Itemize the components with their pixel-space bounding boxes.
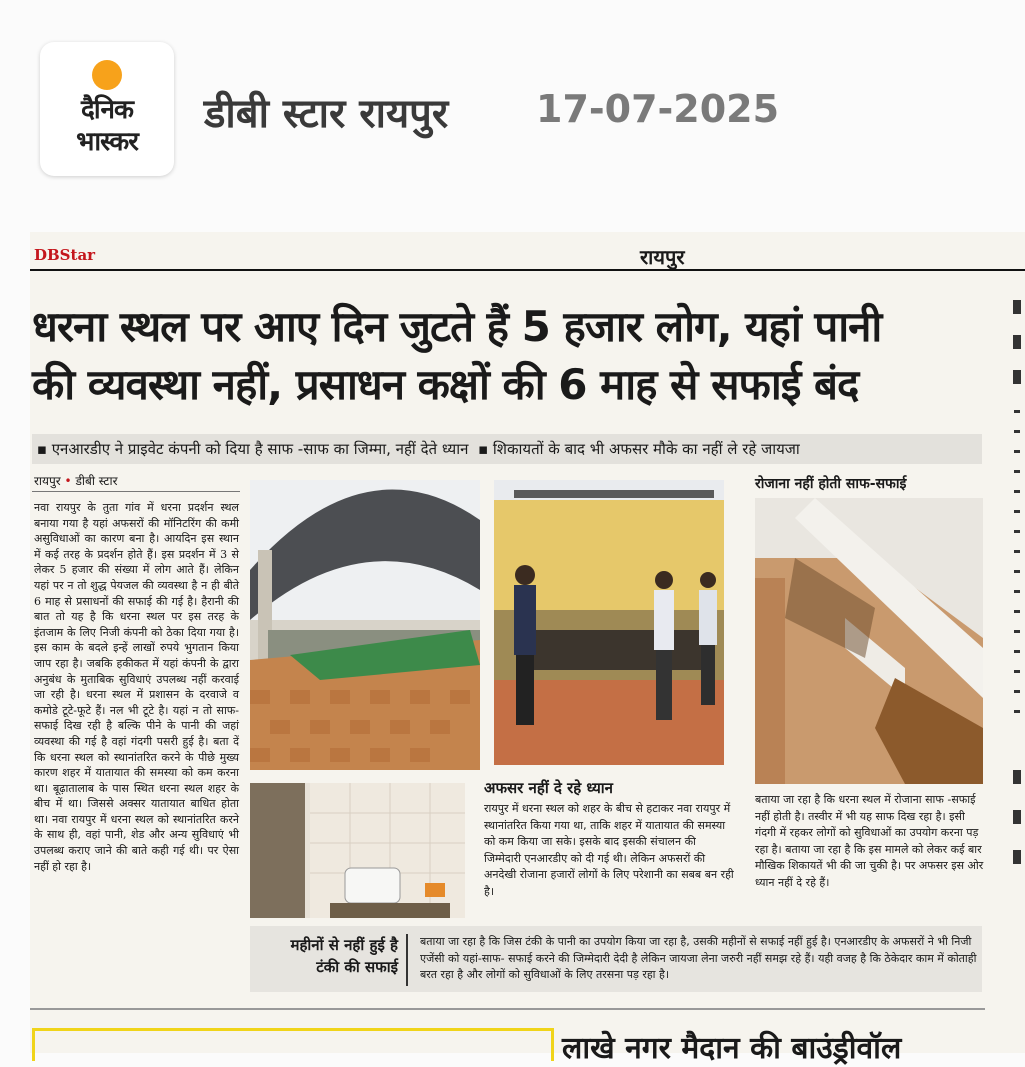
logo-text-line1: दैनिक [81,95,133,125]
article-body: नवा रायपुर के तुता गांव में धरना प्रदर्शन स्थल बनाया गया है यहां अफसरों की मॉनिटरिंग की कमी असुविधाओं का कारण बना है। आयदिन इस स्थान में कई तरह के प्रदर्शन होते हैं। इस प्रदर्शन में 3 से लेकर 5 हजार की संख्या में लोग आते हैं। लेकिन यहां पर न तो शुद्ध पेयजल की व्यवस्था है न ही बीते 6 माह से प्रसाधनों की सफाई की गई है। हैरानी की बात तो यह है कि धरना स्थल पर इस तरह के इंतजाम के लिए निजी कंपनी को ठेका दिया गया है। इस काम के बदले इन्हें लाखों रुपये भुगतान किया जाप रहा है। जबकि हकीकत में यहां कंपनी के द्वारा अनुबंध के मुताबिक सुविधाएं उपलब्ध नहीं करवाई जा रही है। धरना स्थल में प्रशासन के दरवाजे व कमोडे टूटे-फूटे हैं। नल भी टूटे है। यहां न तो साफ-सफाई दिख रही है बल्कि पीने के पानी की जहां व्यवस्था की गई है वहां गंदगी पसरी हुई है। बता दें कि धरना स्थल को स्थानांतरित करने के पीछे मुख्य कारण शहर में यातायात की समस्या को कम करना था। बूढ़ातालाब के पास स्थित धरना स्थल शहर के बीच में था। जिससे अक्सर यातायात बाधित होता था। नवा रायपुर में धरना स्थल को स्थानांतरित करने के साथ ही, वहां पानी, शेड और अन्य सुविधाएं भी उपलब्ध कराए जाने की बाते कही गई थी। पर ऐसा नहीं हो रहा है। [34,501,239,873]
adjacent-column-edge [1010,290,1025,1053]
byline-source: डीबी स्टार [75,474,118,488]
box-separator [406,934,408,986]
subhead-1: एनआरडीए ने प्राइवेट कंपनी को दिया है साफ -साफ का जिम्मा, नहीं देते ध्यान [51,440,469,458]
byline-place: रायपुर [34,474,61,488]
byline [34,472,117,489]
article-headline [32,298,992,414]
caption-middle-title: अफसर नहीं दे रहे ध्यान [484,779,613,797]
photo-dharna-shed [250,480,480,770]
next-story-headline: लाखे नगर मैदान की बाउंड्रीवॉल [562,1031,902,1066]
headline-line-2: की व्यवस्था नहीं, प्रसाधन कक्षों की 6 माह से सफाई बंद [32,360,859,409]
caption-right-text: बताया जा रहा है कि धरना स्थल में रोजाना साफ -सफाई नहीं होती है। तस्वीर में भी यह साफ दिख रहा है। इसी गंदगी में रहकर लोगों को सुविधाओं का उपयोग करना पड़ रहा है। बताया जा रहा है कि इस मामले को लेकर कई बार मौखिक शिकायतें भी की जा चुकी है। पर अफसर इस ओर ध्यान नहीं दे रहे हैं। [755,793,984,889]
edition-title: डीबी स्टार रायपुर [204,91,449,137]
caption-middle-text: रायपुर में धरना स्थल को शहर के बीच से हटाकर नवा रायपुर में स्थानांतरित किया गया था, ताकि शहर में यातायात की समस्या को कम किया जा सके। इसके बाद इसकी संचालन की जिम्मेदारी एनआरडीए को दी गई थी। लेकिन अफसरों की अनदेखी रोजाना हजारों लोगों के लिए परेशानी का सबब बन रही है। [484,802,734,898]
bullet-icon: ▪ [473,440,493,458]
next-story-box [32,1028,554,1061]
subhead-2: शिकायतों के बाद भी अफसर मौके का नहीं ले रहे जायजा [492,440,800,458]
logo-text-line2: भास्कर [76,127,138,157]
page-city: रायपुर [640,245,685,269]
tank-box-title-line1: महीनों से नहीं हुई है [290,936,398,954]
headline-line-1: धरना स्थल पर आए दिन जुटते हैं 5 हजार लोग, यहां पानी [32,302,882,351]
photo-broken-commode [250,783,465,918]
edition-date: 17-07-2025 [536,87,780,131]
sun-logo-icon [92,60,122,90]
photo-water-tank [494,480,724,765]
byline-dot-icon: • [64,474,72,488]
subhead-bar [32,434,982,464]
tank-box-text: बताया जा रहा है कि जिस टंकी के पानी का उपयोग किया जा रहा है, उसकी महीनों से सफाई नहीं हुई है। एनआरडीए के अफसरों ने भी निजी एजेंसी को यहां-साफ- सफाई करने की जिम्मेदारी देदी है लेकिन जायजा लेना जरुरी नहीं समझ रहे हैं। यही वजह है कि ठेकेदार काम में कोताही बरत रहा है और लोगों को सुविधाओं के लिए तरसना पड़ रहा है। [420,935,977,981]
tank-box-title [258,934,398,978]
bullet-icon: ▪ [32,440,52,458]
photo-dirty-washroom [755,498,983,784]
byline-rule [32,491,240,492]
section-rule [30,1008,985,1010]
caption-right-title: रोजाना नहीं होती साफ-सफाई [755,476,907,492]
section-brand: DBStar [34,246,96,264]
dainik-bhaskar-logo[interactable] [40,42,174,176]
header-rule [30,269,1025,271]
tank-box-title-line2: टंकी की सफाई [316,958,398,976]
